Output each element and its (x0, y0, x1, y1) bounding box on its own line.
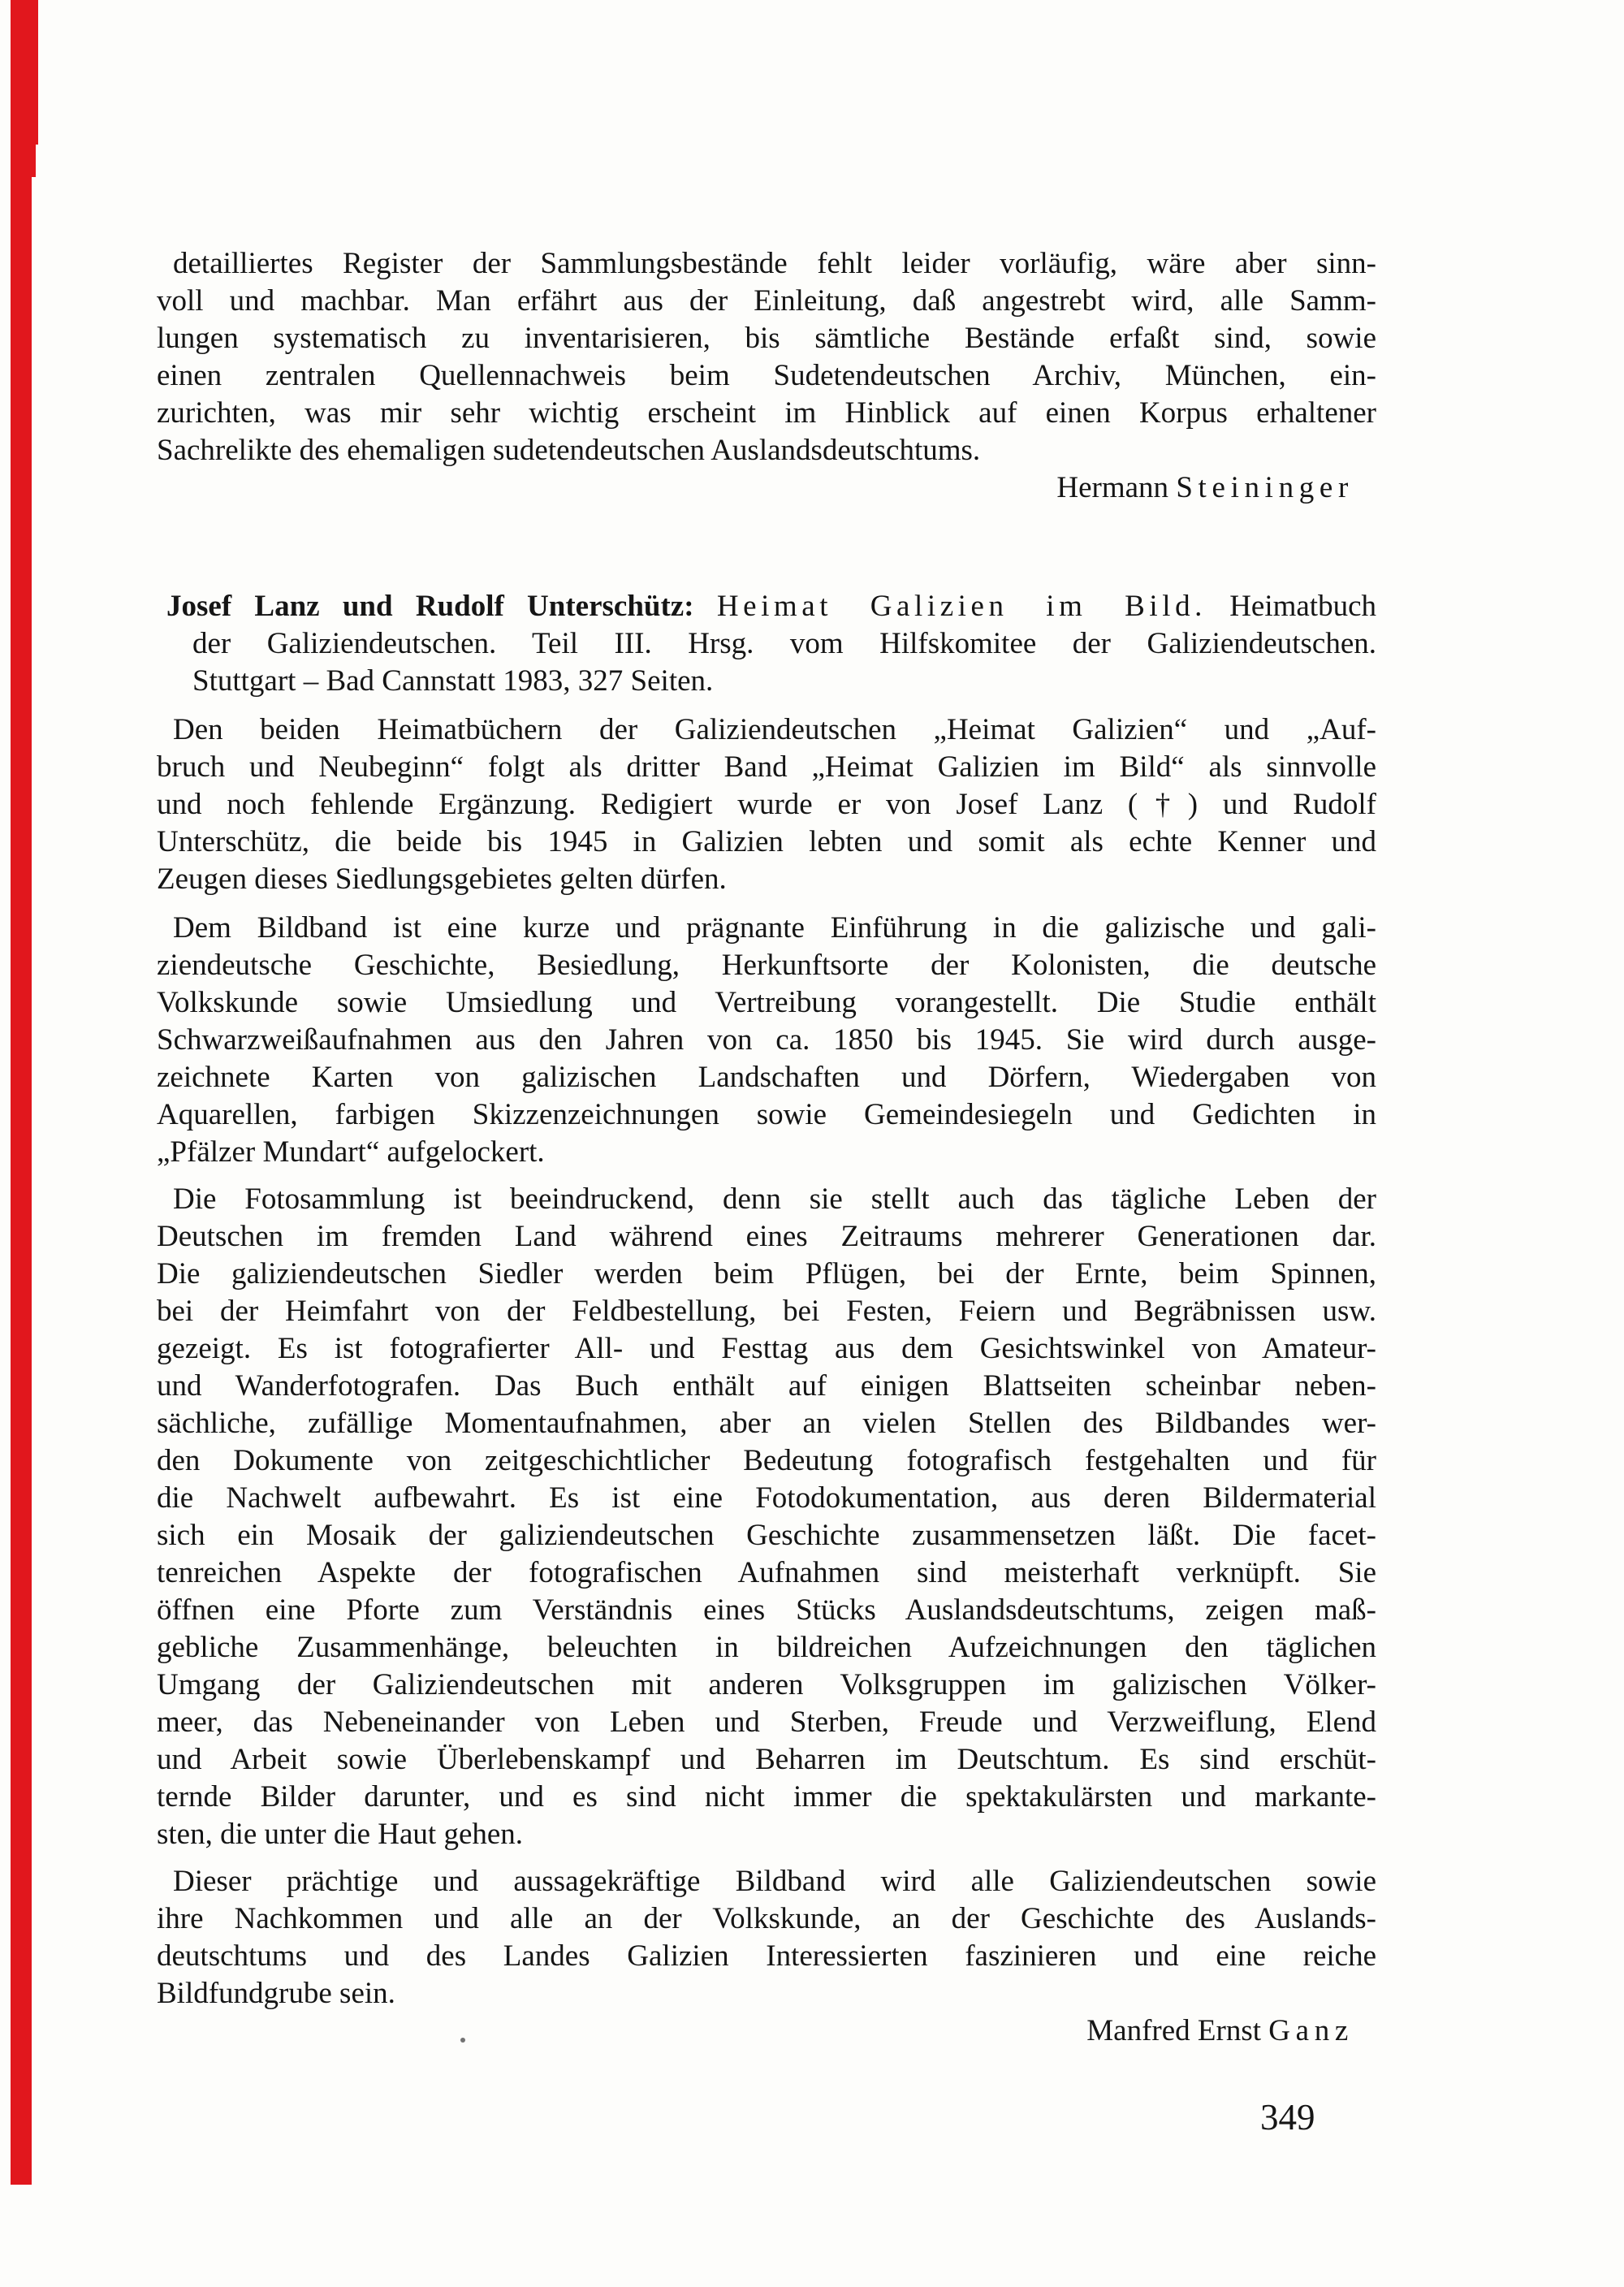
review-paragraph-1 (157, 711, 1376, 898)
text-line: gezeigt. Es ist fotografierter All- und Festtag aus dem Gesichtswinkel von Amateur- (157, 1332, 1376, 1365)
reviewer-signature-2 (157, 2012, 1376, 2050)
heading-line-2: der Galiziendeutschen. Teil III. Hrsg. vom Hilfskomitee der Galiziendeutschen. (192, 627, 1376, 660)
page-number: 349 (1260, 2097, 1315, 2138)
text-line: Dieser prächtige und aussagekräftige Bildband wird alle Galiziendeutschen sowie (173, 1865, 1376, 1898)
text-line: Dem Bildband ist eine kurze und prägnante Einführung in die galizische und gali- (173, 911, 1376, 945)
heading-authors: Josef Lanz und Rudolf Unterschütz: (166, 590, 694, 623)
text-line: bei der Heimfahrt von der Feldbestellung, bei Festen, Feiern und Begräbnissen usw. (157, 1295, 1376, 1328)
reviewer-first-name: Manfred Ernst (1086, 2014, 1262, 2047)
text-line: sten, die unter die Haut gehen. (157, 1818, 524, 1851)
scan-speck-artifact (460, 2038, 465, 2043)
review-paragraph-2 (157, 910, 1376, 1171)
reviewer-first-name: Hermann (1056, 471, 1169, 504)
text-line: tenreichen Aspekte der fotografischen Aufnahmen sind meisterhaft verknüpft. Sie (157, 1556, 1376, 1589)
reviewer-last-name: Steininger (1176, 471, 1354, 504)
scan-red-edge-notch (32, 145, 36, 177)
text-line: ternde Bilder darunter, und es sind nicht immer die spektakulärsten und markante- (157, 1780, 1376, 1814)
text-line: Umgang der Galiziendeutschen mit anderen Volksgruppen im galizischen Völker- (157, 1668, 1376, 1701)
reviewer-signature-1 (157, 469, 1376, 507)
text-line: Deutschen im fremden Land während eines Zeitraums mehrerer Generationen dar. (157, 1220, 1376, 1253)
text-line: den Dokumente von zeitgeschichtlicher Bedeutung fotografisch festgehalten und für (157, 1444, 1376, 1477)
review-paragraph-4 (157, 1863, 1376, 2012)
text-line: Zeugen dieses Siedlungsgebietes gelten dürfen. (157, 862, 727, 896)
text-line: und noch fehlende Ergänzung. Redigiert wurde er von Josef Lanz (†) und Rudolf (157, 788, 1376, 821)
text-line: Volkskunde sowie Umsiedlung und Vertreibung vorangestellt. Die Studie enthält (157, 986, 1376, 1019)
text-line: Die Fotosammlung ist beeindruckend, denn sie stellt auch das tägliche Leben der (173, 1182, 1376, 1216)
text-line: meer, das Nebeneinander von Leben und Sterben, Freude und Verzweiflung, Elend (157, 1706, 1376, 1739)
text-line: Unterschütz, die beide bis 1945 in Galizien lebten und somit als echte Kenner und (157, 825, 1376, 858)
text-line: Schwarzweißaufnahmen aus den Jahren von ca. 1850 bis 1945. Sie wird durch ausge- (157, 1023, 1376, 1057)
continuation-paragraph (157, 245, 1376, 469)
text-line: Die galiziendeutschen Siedler werden beim Pflügen, bei der Ernte, beim Spinnen, (157, 1257, 1376, 1290)
scan-red-edge-top (11, 0, 38, 145)
text-line: voll und machbar. Man erfährt aus der Einleitung, daß angestrebt wird, alle Samm- (157, 284, 1376, 318)
text-line: ziendeutsche Geschichte, Besiedlung, Herkunftsorte der Kolonisten, die deutsche (157, 949, 1376, 982)
review-paragraph-3 (157, 1181, 1376, 1853)
text-line: „Pfälzer Mundart“ aufgelockert. (157, 1135, 545, 1169)
text-line: die Nachwelt aufbewahrt. Es ist eine Fotodokumentation, aus deren Bildermaterial (157, 1481, 1376, 1515)
text-line: und Wanderfotografen. Das Buch enthält auf einigen Blattseiten scheinbar neben- (157, 1369, 1376, 1403)
text-line: lungen systematisch zu inventarisieren, bis sämtliche Bestände erfaßt sind, sowie (157, 322, 1376, 355)
text-line: und Arbeit sowie Überlebenskampf und Beharren im Deutschtum. Es sind erschüt- (157, 1743, 1376, 1776)
text-line: ihre Nachkommen und alle an der Volkskunde, an der Geschichte des Auslands- (157, 1902, 1376, 1935)
text-line: detailliertes Register der Sammlungsbestände fehlt leider vorläufig, wäre aber sinn- (173, 247, 1376, 280)
text-line: zurichten, was mir sehr wichtig erscheint im Hinblick auf einen Korpus erhaltener (157, 396, 1376, 430)
text-line: sächliche, zufällige Momentaufnahmen, aber an vielen Stellen des Bildbandes wer- (157, 1407, 1376, 1440)
heading-book-title: Heimat Galizien im Bild. (716, 590, 1207, 623)
heading-line-3: Stuttgart – Bad Cannstatt 1983, 327 Seiten. (192, 664, 714, 698)
heading-title-suffix: Heimatbuch (1229, 590, 1376, 623)
text-line: Sachrelikte des ehemaligen sudetendeutschen Auslandsdeutschtums. (157, 434, 981, 467)
text-line: bruch und Neubeginn“ folgt als dritter Band „Heimat Galizien im Bild“ als sinnvolle (157, 750, 1376, 784)
text-line: gebliche Zusammenhänge, beleuchten in bildreichen Aufzeichnungen den täglichen (157, 1631, 1376, 1664)
text-line: deutschtums und des Landes Galizien Interessierten faszinieren und eine reiche (157, 1939, 1376, 1973)
text-line: zeichnete Karten von galizischen Landschaften und Dörfern, Wiedergaben von (157, 1061, 1376, 1094)
text-line: Aquarellen, farbigen Skizzenzeichnungen sowie Gemeindesiegeln und Gedichten in (157, 1098, 1376, 1131)
reviewer-last-name: Ganz (1268, 2014, 1354, 2047)
text-line: einen zentralen Quellennachweis beim Sudetendeutschen Archiv, München, ein- (157, 359, 1376, 392)
text-line: sich ein Mosaik der galiziendeutschen Geschichte zusammensetzen läßt. Die facet- (157, 1519, 1376, 1552)
text-line: öffnen eine Pforte zum Verständnis eines Stücks Auslandsdeutschtums, zeigen maß- (157, 1593, 1376, 1627)
page-text-block (157, 245, 1376, 2050)
heading-line-1 (157, 588, 1376, 625)
review-entry-heading (157, 588, 1376, 700)
text-line: Bildfundgrube sein. (157, 1977, 395, 2010)
scan-red-edge (11, 145, 32, 2185)
text-line: Den beiden Heimatbüchern der Galiziendeutschen „Heimat Galizien“ und „Auf- (173, 713, 1376, 746)
